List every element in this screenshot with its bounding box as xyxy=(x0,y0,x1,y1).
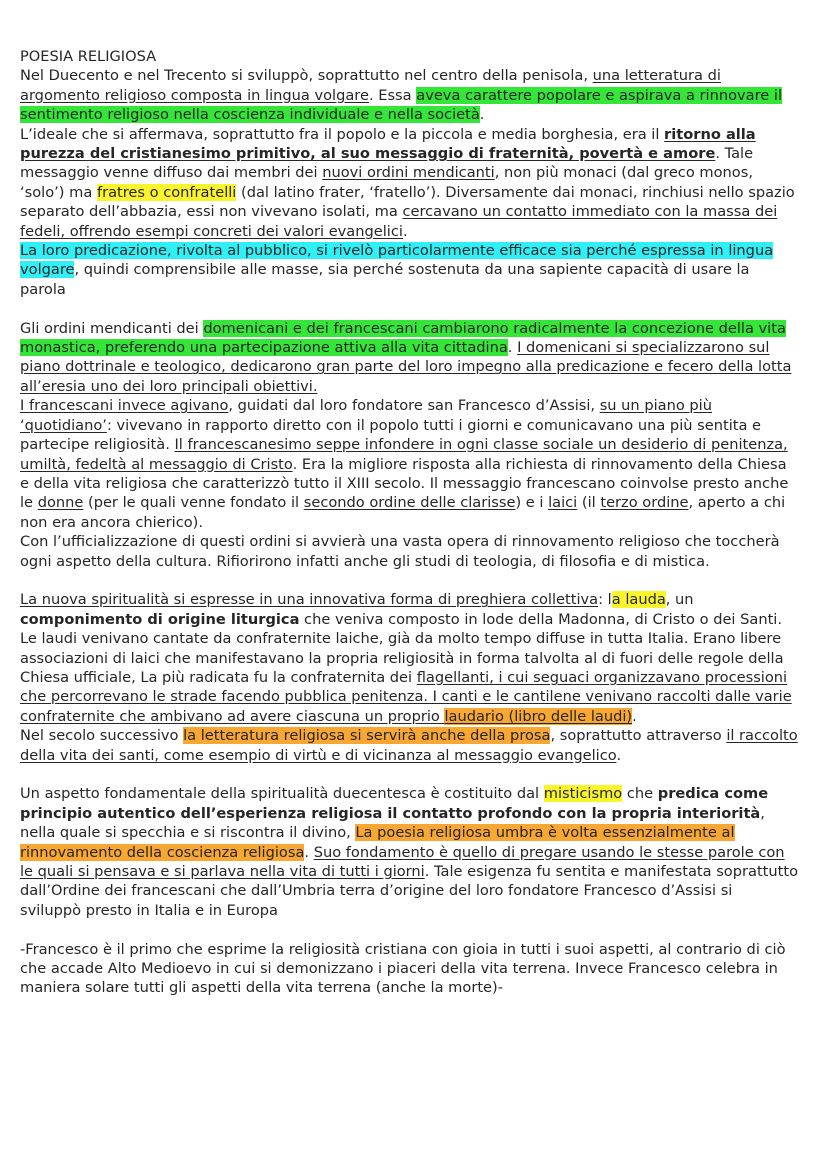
text-run: , nella quale si specchia e si riscontra il divino, xyxy=(20,804,765,842)
text-run: secondo ordine delle clarisse xyxy=(303,494,516,512)
text-run: Nel secolo successivo xyxy=(20,727,184,745)
text-run: Il francescanesimo seppe infondere in ogni classe sociale un desiderio di penitenza, umiltà, fedeltà al messaggio di Cristo xyxy=(20,436,788,473)
text-run: laudario (libro delle laudi) xyxy=(444,707,633,725)
text-run: componimento di origine liturgica xyxy=(20,610,300,628)
paragraph xyxy=(20,125,798,241)
paragraph-gap xyxy=(20,765,798,784)
document-title: POESIA RELIGIOSA xyxy=(20,48,157,65)
text-run: aveva carattere popolare e aspirava a rinnovare il sentimento religioso nella coscienza individuale e nella società xyxy=(20,86,783,124)
paragraph xyxy=(20,629,798,726)
text-run: La poesia religiosa umbra è volta essenzialmente al rinnovamento della coscienza religiosa xyxy=(20,824,735,861)
text-run: La loro predicazione, rivolta al pubblico, si rivelò particolarmente efficace sia perché espressa in lingua volgare xyxy=(20,242,774,279)
text-run: . xyxy=(507,339,518,357)
text-run: La nuova spiritualità si espresse in una innovativa forma di preghiera collettiva xyxy=(20,591,599,609)
text-run: una letteratura di argomento religioso composta in lingua volgare xyxy=(20,67,721,104)
text-run: donne xyxy=(37,494,84,512)
text-run: -Francesco è il primo che esprime la religiosità cristiana con gioia in tutti i suoi aspetti, al contrario di ciò che accade Alto Medioevo in cui si demonizzano i piaceri della vita terrena. Invece Francesco celebra in maniera solare tutti gli aspetti della vita terrena (anche la morte)- xyxy=(20,940,786,997)
text-run: (il xyxy=(577,494,601,512)
text-run: il raccolto della vita dei santi, come esempio di virtù e di vicinanza al messaggio evangelico xyxy=(20,727,798,764)
text-run: I francescani invece agivano xyxy=(20,397,229,415)
text-run: , un xyxy=(665,591,694,609)
paragraph xyxy=(20,396,798,532)
text-run: Con l’ufficializzazione di questi ordini si avvierà una vasta opera di rinnovamento religioso che toccherà ogni aspetto della cultura. Rifiorirono infatti anche gli studi di teologia, di filosofia e di mistica. xyxy=(20,533,780,570)
paragraph-gap xyxy=(20,920,798,939)
text-run: , non più monaci (dal greco monos, ‘solo’) ma xyxy=(20,164,753,201)
text-run: . Tale esigenza fu sentita e manifestata soprattutto dall’Ordine dei francescani che dall’Umbria terra d’origine del loro fondatore Francesco d’Assisi si sviluppò presto in Italia e in Europa xyxy=(20,863,799,919)
text-run: . xyxy=(402,222,408,240)
text-run: domenicani e dei francescani cambiarono radicalmente la concezione della vita monastica, preferendo una partecipazione attiva alla vita cittadina xyxy=(20,319,786,357)
text-run: cercavano un contatto immediato con la massa dei fedeli, offrendo esempi concreti dei valori evangelici xyxy=(20,203,778,240)
text-run: L’ideale che si affermava, soprattutto fra il popolo e la piccola e media borghesia, era il xyxy=(20,125,665,143)
text-run: la letteratura religiosa si servirà anche della prosa xyxy=(183,727,551,745)
text-run: . Essa xyxy=(368,86,417,104)
text-run: . Tale messaggio venne diffuso dai membri dei xyxy=(20,145,754,182)
text-run: , soprattutto attraverso xyxy=(550,727,727,745)
text-run: , quindi comprensibile alle masse, sia perché sostenuta da una sapiente capacità di usare la parola xyxy=(20,261,750,298)
text-run: I domenicani si specializzarono sul piano dottrinale e teologico, dedicarono gran parte del loro impegno alla predicazione e fecero della lotta all’eresia uno dei loro principali obiettivi. xyxy=(20,339,792,395)
text-run: Suo fondamento è quello di pregare usando le stesse parole con le quali si pensava e si parlava nella vita di tutti i giorni xyxy=(20,843,785,881)
text-run: su un piano più ‘quotidiano’ xyxy=(20,397,712,434)
paragraph-gap xyxy=(20,571,798,590)
text-run: laici xyxy=(548,494,578,512)
paragraph xyxy=(20,319,798,397)
text-run: che veniva composto in lode della Madonna, di Cristo o dei Santi. xyxy=(299,610,782,628)
text-run: terzo ordine xyxy=(600,494,689,512)
paragraph xyxy=(20,241,798,299)
text-run: ) e i xyxy=(515,494,549,512)
text-run: . xyxy=(304,843,314,861)
text-run: (per le quali venne fondato il xyxy=(83,494,304,512)
text-run: flagellanti, i cui seguaci organizzavano processioni che percorrevano le strade facendo pubblica penitenza. I canti e le cantilene venivano raccolti dalle varie confraternite che ambivano ad avere ciascuna un proprio xyxy=(20,668,792,725)
text-run: . xyxy=(632,707,637,725)
text-run: Nel Duecento e nel Trecento si sviluppò, soprattutto nel centro della penisola, xyxy=(20,67,593,85)
text-run: Gli ordini mendicanti dei xyxy=(20,319,204,337)
paragraph xyxy=(20,726,798,765)
text-run: Un aspetto fondamentale della spiritualità duecentesca è costituito dal xyxy=(20,785,544,803)
paragraph xyxy=(20,940,798,998)
paragraph xyxy=(20,784,798,920)
text-run: , aperto a chi non era ancora chierico). xyxy=(20,494,786,531)
text-run: nuovi ordini mendicanti xyxy=(322,164,495,182)
text-run: . xyxy=(616,746,622,764)
paragraph xyxy=(20,532,798,571)
text-run: che xyxy=(622,785,658,803)
text-run: Le laudi venivano cantate da confraternite laiche, già da molto tempo diffuse in tutta Italia. Erano libere associazioni di laici che manifestavano la propria religiosità in forma talvolta al di fuori delle regole della Chiesa ufficiale, La più radicata fu la confraternita dei xyxy=(20,630,784,686)
text-run: ritorno alla purezza del cristianesimo primitivo, al suo messaggio di fraternità, povertà e amore xyxy=(20,125,756,163)
text-run: : l xyxy=(598,591,612,609)
text-run: misticismo xyxy=(543,785,623,803)
text-run: (dal latino frater, ‘fratello’). Diversamente dai monaci, rinchiusi nello spazio separato dell’abbazia, essi non vivevano isolati, ma xyxy=(20,183,795,221)
text-run: : vivevano in rapporto diretto con il popolo tutti i giorni e comunicavano una più sentita e partecipe religiosità. xyxy=(20,416,762,454)
paragraph-gap xyxy=(20,299,798,318)
text-run: . xyxy=(479,106,485,124)
text-run: , guidati dal loro fondatore san Francesco d’Assisi, xyxy=(228,397,600,415)
text-run: a lauda xyxy=(611,591,666,609)
paragraph xyxy=(20,66,798,124)
text-run: . Era la migliore risposta alla richiesta di rinnovamento della Chiesa e della vita religiosa che caratterizzò tutto il XIII secolo. Il messaggio francescano coinvolse presto anche le xyxy=(20,455,789,512)
paragraph xyxy=(20,590,798,629)
text-run: fratres o confratelli xyxy=(96,183,237,201)
text-run: predica come principio autentico dell’esperienza religiosa il contatto profondo con la propria interiorità xyxy=(20,785,769,822)
